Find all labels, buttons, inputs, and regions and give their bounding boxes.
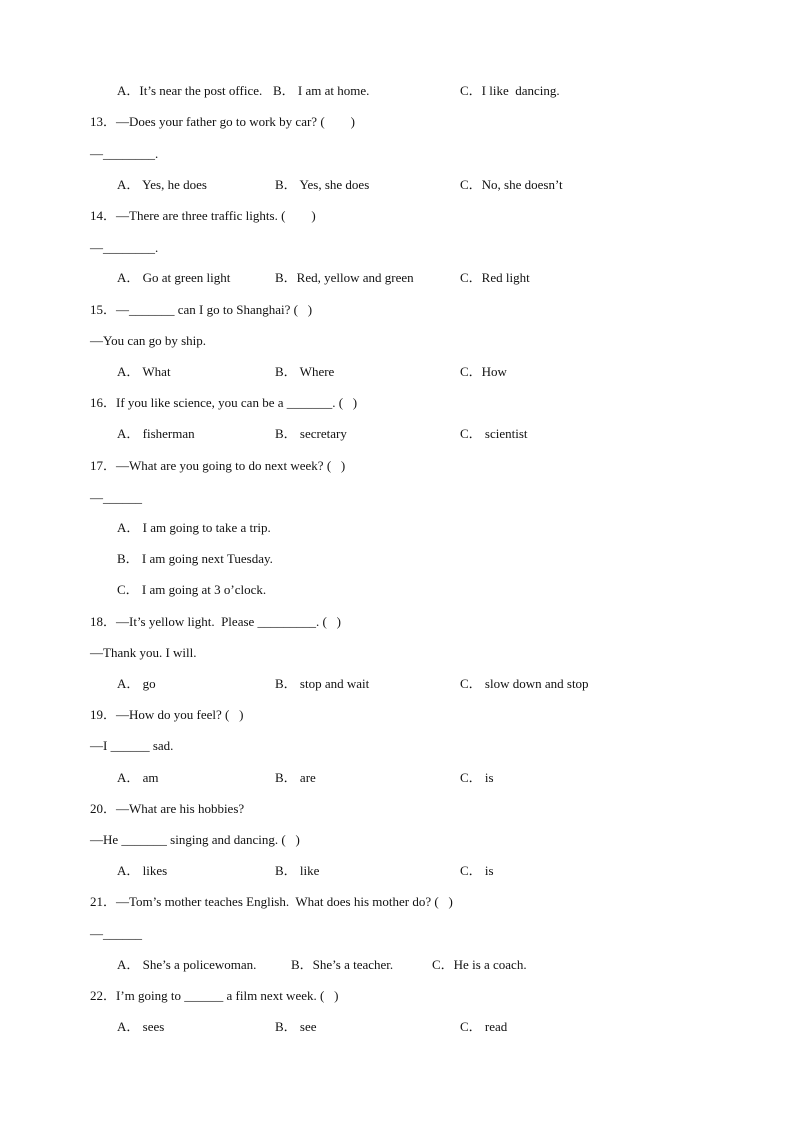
q19-option-a: A． am: [117, 770, 159, 785]
q14-question: 14．—There are three traffic lights. ( ): [90, 208, 316, 223]
q21-option-c: C．He is a coach.: [432, 957, 527, 972]
q21-answer-blank: —______: [90, 926, 142, 941]
q22-option-b: B． see: [275, 1019, 317, 1034]
q15-question: 15．—_______ can I go to Shanghai? ( ): [90, 302, 313, 317]
q19-option-c: C． is: [460, 770, 494, 785]
q18-question: 18．—It’s yellow light. Please _________. ( ): [90, 614, 341, 629]
q18-option-b: B． stop and wait: [275, 676, 370, 691]
q22-option-a: A． sees: [117, 1019, 165, 1034]
q19-option-b: B． are: [275, 770, 316, 785]
q18-option-a: A． go: [117, 676, 156, 691]
q17-answer-blank: —______: [90, 490, 142, 505]
q12-option-b: B． I am at home.: [273, 83, 370, 98]
q13-option-c: C．No, she doesn’t: [460, 177, 563, 192]
q22-option-c: C． read: [460, 1019, 508, 1034]
q16-option-a: A． fisherman: [117, 426, 195, 441]
q22-question: 22．I’m going to ______ a film next week. ( ): [90, 988, 339, 1003]
q20-option-c: C． is: [460, 863, 494, 878]
q14-option-b: B．Red, yellow and green: [275, 270, 414, 285]
q12-option-a: A．It’s near the post office.: [117, 83, 263, 98]
q16-option-b: B． secretary: [275, 426, 347, 441]
q16-question: 16．If you like science, you can be a _______. ( ): [90, 395, 358, 410]
q20-option-a: A． likes: [117, 863, 168, 878]
q21-option-a: A． She’s a policewoman.: [117, 957, 257, 972]
q14-answer-blank: —________.: [90, 240, 159, 255]
q20-response: —He _______ singing and dancing. ( ): [90, 832, 300, 847]
q17-option-b: B． I am going next Tuesday.: [117, 551, 273, 566]
q14-option-a: A． Go at green light: [117, 270, 231, 285]
q12-option-c: C．I like dancing.: [460, 83, 560, 98]
q18-option-c: C． slow down and stop: [460, 676, 589, 691]
q19-response: —I ______ sad.: [90, 738, 174, 753]
q14-option-c: C．Red light: [460, 270, 530, 285]
q13-answer-blank: —________.: [90, 146, 159, 161]
q21-option-b: B．She’s a teacher.: [291, 957, 394, 972]
q13-option-b: B． Yes, she does: [275, 177, 370, 192]
q15-response: —You can go by ship.: [90, 333, 207, 348]
q16-option-c: C． scientist: [460, 426, 528, 441]
q19-question: 19．—How do you feel? ( ): [90, 707, 244, 722]
q20-option-b: B． like: [275, 863, 320, 878]
q13-option-a: A． Yes, he does: [117, 177, 207, 192]
q15-option-a: A． What: [117, 364, 171, 379]
q18-response: —Thank you. I will.: [90, 645, 197, 660]
q15-option-b: B． Where: [275, 364, 335, 379]
q21-question: 21．—Tom’s mother teaches English. What does his mother do? ( ): [90, 894, 453, 909]
q13-question: 13．—Does your father go to work by car? ( ): [90, 114, 355, 129]
q17-option-c: C． I am going at 3 o’clock.: [117, 582, 267, 597]
q15-option-c: C．How: [460, 364, 507, 379]
q17-question: 17．—What are you going to do next week? ( ): [90, 458, 346, 473]
q20-question: 20．—What are his hobbies?: [90, 801, 245, 816]
q17-option-a: A． I am going to take a trip.: [117, 520, 271, 535]
